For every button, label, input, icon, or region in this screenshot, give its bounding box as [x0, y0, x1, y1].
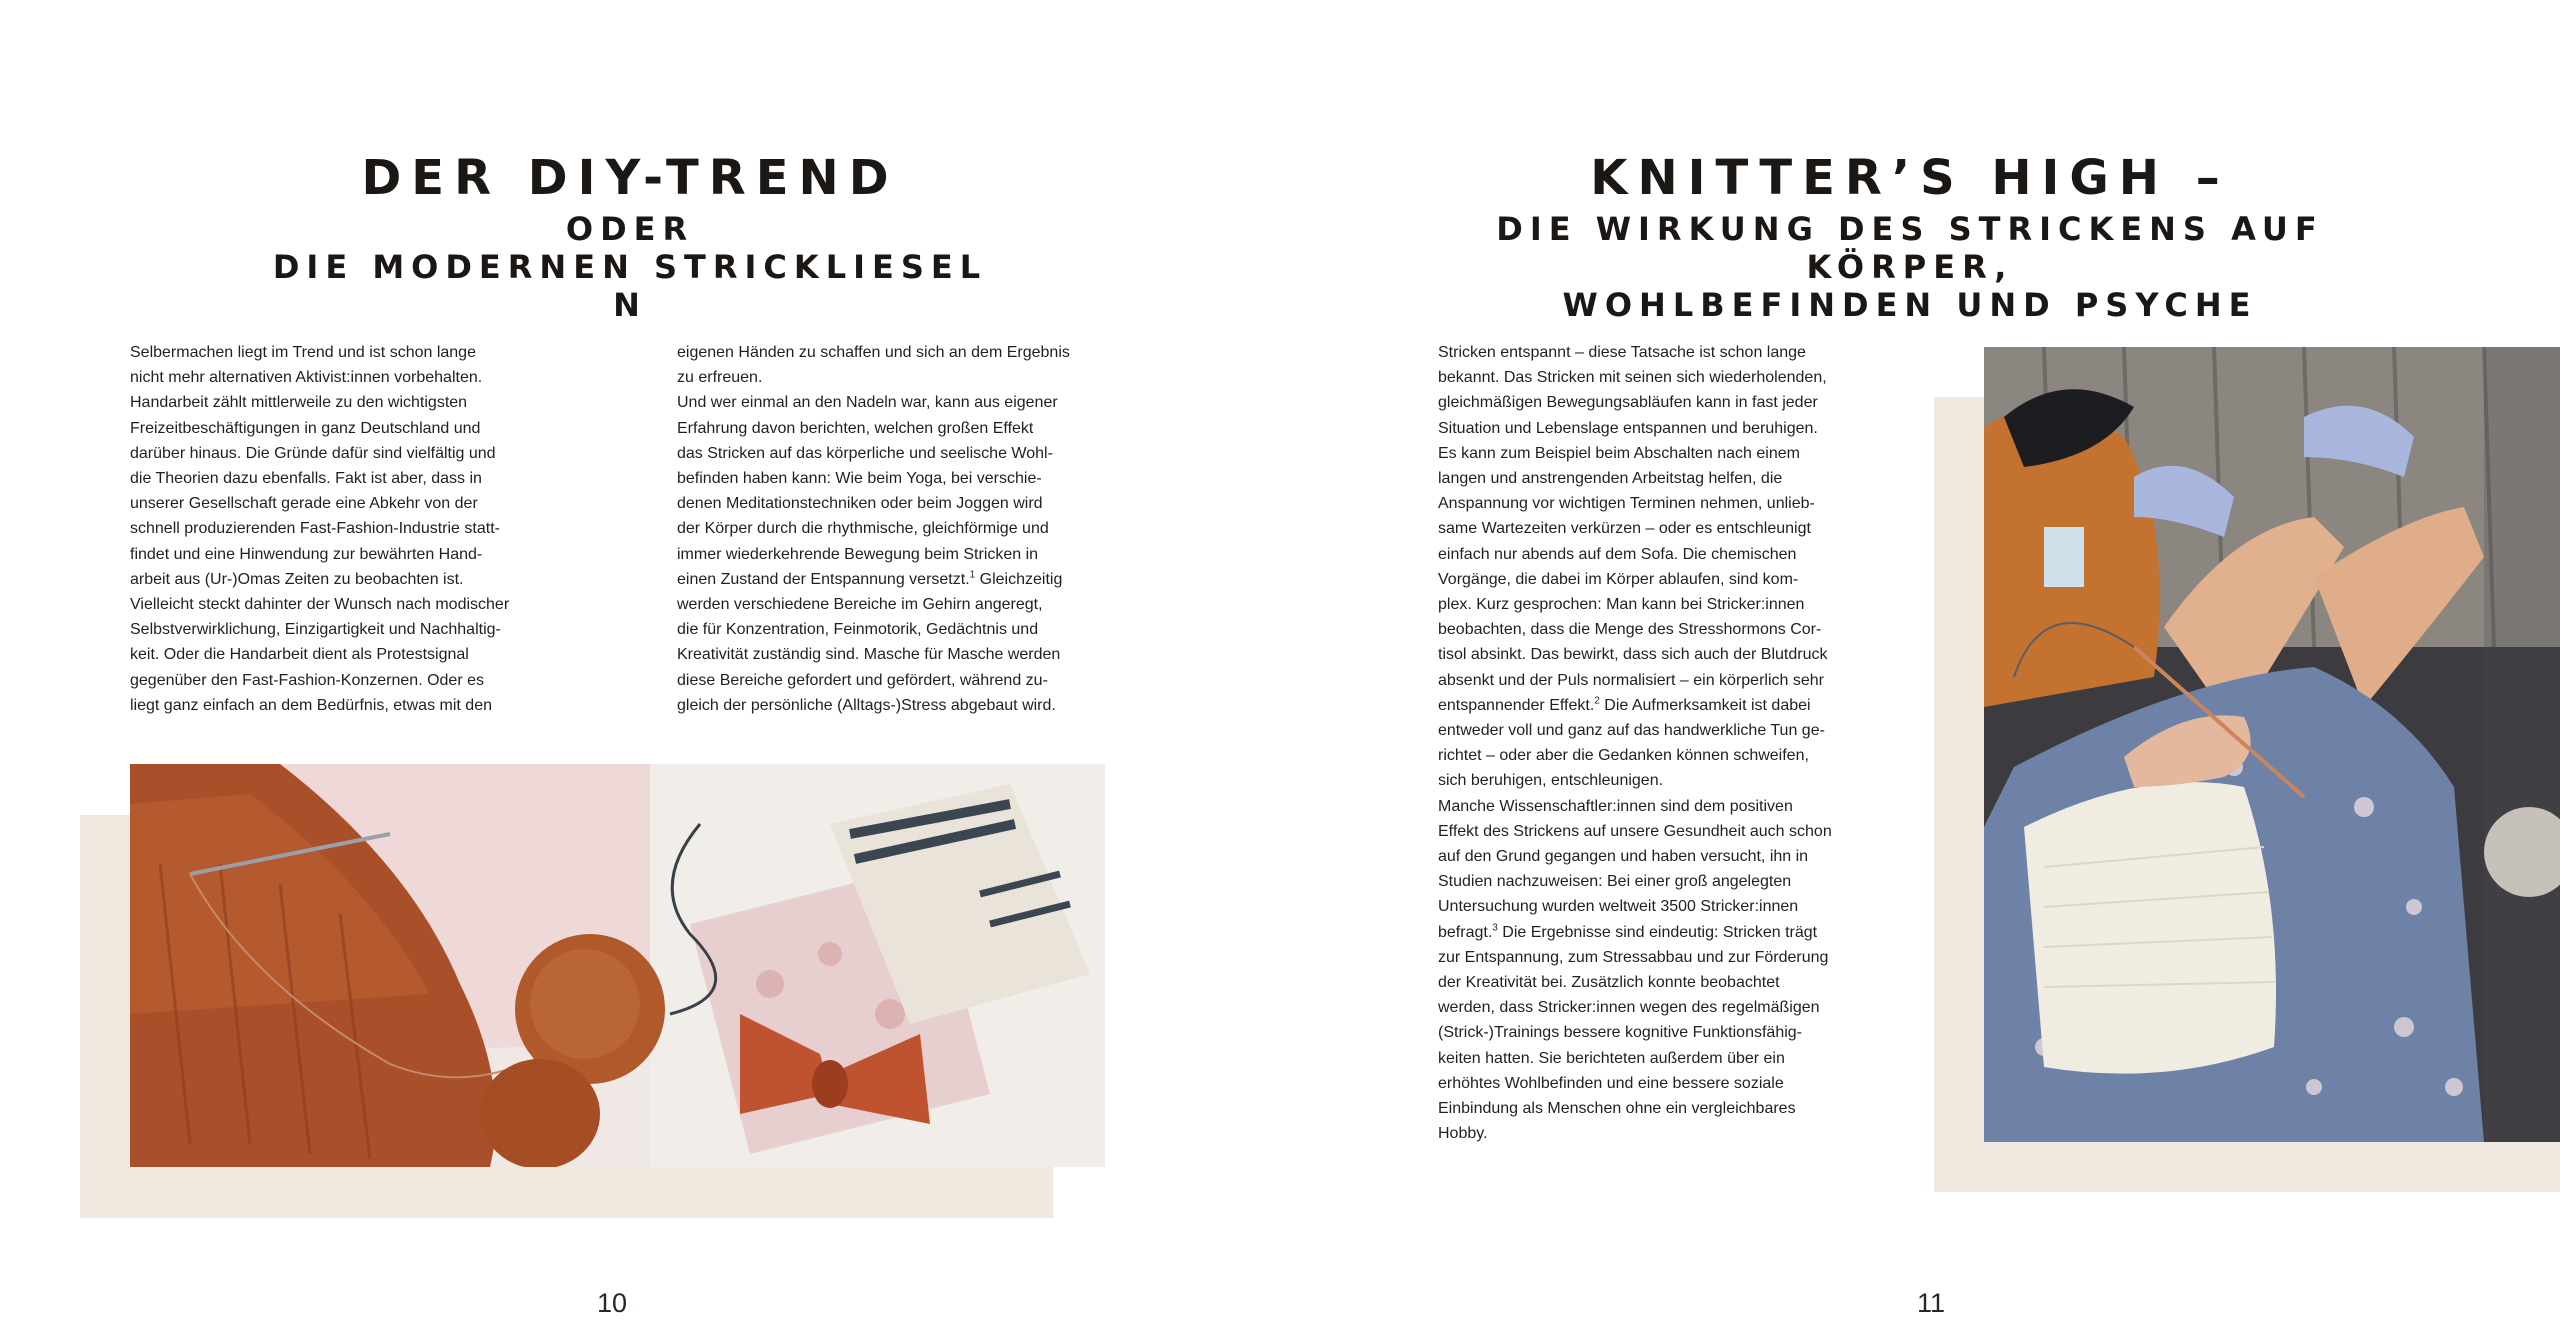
knitting-lap-photo [1984, 347, 2560, 1142]
right-col-part2: Die Aufmerksamkeit ist dabei entweder voll und ganz auf das handwerkliche Tun ge- richtet – oder aber die Gedanken können schweifen, sich beruhigen, entschleunigen. Manche Wissenschaftler:innen sind dem positiven Effekt des Strickens auf unsere Gesundheit auch schon auf den Grund gegangen und haben versucht, ihn in Studien nachzuweisen: Bei einer groß angelegten Untersuchung wurden weltweit 3500 Stricker:innen befragt. [1438, 696, 1832, 941]
right-col-part1: Stricken entspannt – diese Tatsache ist schon lange bekannt. Das Stricken mit seinen sich wiederholenden, gleichmäßigen Bewegungsabläufen kann in fast jeder Situation und Lebenslage entspannen und beruhigen. Es kann zum Beispiel beim Abschalten nach einem langen und anstrengenden Arbeitstag helfen, die Anspannung vor wichtigen Terminen nehmen, unlieb- same Wartezeiten verkürzen – oder es entschleunigt einfach nur abends auf dem Sofa. Die chemischen Vorgänge, die dabei im Körper ablaufen, sind kom- plex. Kurz gesprochen: Man kann bei Stricker:innen beobachten, dass die Menge des Stresshormons Cor- tisol absinkt. Das bewirkt, dass sich auch der Blutdruck absenkt und der Puls normalisiert – ein körperlich sehr entspannender Effekt. [1438, 344, 1828, 714]
left-text-column-2 [677, 340, 1127, 718]
left-col2-part1: eigenen Händen zu schaffen und sich an dem Ergebnis zu erfreuen. Und wer einmal an den Nadeln war, kann aus eigener Erfahrung davon berichten, welchen großen Effekt das Stricken auf das körperliche und seelische Wohl- befinden haben kann: Wie beim Yoga, bei verschie- denen Meditationstechniken oder beim Joggen wird der Körper durch die rhythmische, gleichförmige und immer wiederkehrende Bewegung beim Stricken in einen Zustand der Entspannung versetzt. [677, 344, 1070, 588]
right-col-part3: Die Ergebnisse sind eindeutig: Stricken trägt zur Entspannung, zum Stressabbau und zur Förderung der Kreativität bei. Zusätzlich konnte beobachtet werden, dass Stricker:innen wegen des regelmäßigen (Strick-)Trainings bessere kognitive Funktionsfähig- keiten hatten. Sie berichteten außerdem über ein erhöhtes Wohlbefinden und eine bessere soziale Einbindung als Menschen ohne ein vergleichbares Hobby. [1438, 923, 1829, 1143]
footnote-marker-3: 3 [1492, 922, 1498, 934]
right-page-subtitle-2: WOHLBEFINDEN UND PSYCHE [1562, 286, 2258, 324]
left-page-title: DER DIY-TREND [361, 150, 899, 206]
left-col2-part2: Gleichzeitig werden verschiedene Bereiche im Gehirn angeregt, die für Konzentration, Feinmotorik, Gedächtnis und Kreativität zuständig sind. Masche für Masche werden diese Bereiche gefordert und gefördert, während zu- gleich der persönliche (Alltags-)Stress abgebaut wird. [677, 570, 1063, 714]
footnote-marker-2: 2 [1594, 695, 1600, 707]
page-number-left: 10 [597, 1288, 628, 1318]
right-page-title: KNITTER’S HIGH – [1590, 150, 2230, 206]
left-title-block [250, 150, 1010, 324]
page-number-right: 11 [1917, 1288, 1946, 1318]
left-page-subtitle-1: ODER [565, 210, 695, 248]
right-text-column [1438, 340, 1888, 1147]
left-text-column-1: Selbermachen liegt im Trend und ist schon lange nicht mehr alternativen Aktivist:innen vorbehalten. Handarbeit zählt mittlerweile zu den wichtigsten Freizeitbeschäftigungen in ganz Deutschland und darüber hinaus. Die Gründe dafür sind vielfältig und die Theorien dazu ebenfalls. Fakt ist aber, dass in unserer Gesellschaft gerade eine Abkehr von der schnell produzierenden Fast-Fashion-Industrie statt- findet und eine Hinwendung zur bewährten Hand- arbeit aus (Ur-)Omas Zeiten zu beobachten ist. Vielleicht steckt dahinter der Wunsch nach modischer Selbstverwirklichung, Einzigartigkeit und Nachhaltig- keit. Oder die Handarbeit dient als Protestsignal gegenüber den Fast-Fashion-Konzernen. Oder es liegt ganz einfach an dem Bedürfnis, etwas mit den [130, 344, 510, 714]
knitting-flatlay-photo [130, 764, 1105, 1167]
right-title-block [1420, 150, 2400, 324]
right-page [1280, 0, 2560, 1337]
left-page-subtitle-2: DIE MODERNEN STRICKLIESEL N [272, 248, 988, 324]
right-page-subtitle-1: DIE WIRKUNG DES STRICKENS AUF KÖRPER, [1496, 210, 2324, 286]
footnote-marker-1: 1 [969, 569, 976, 581]
